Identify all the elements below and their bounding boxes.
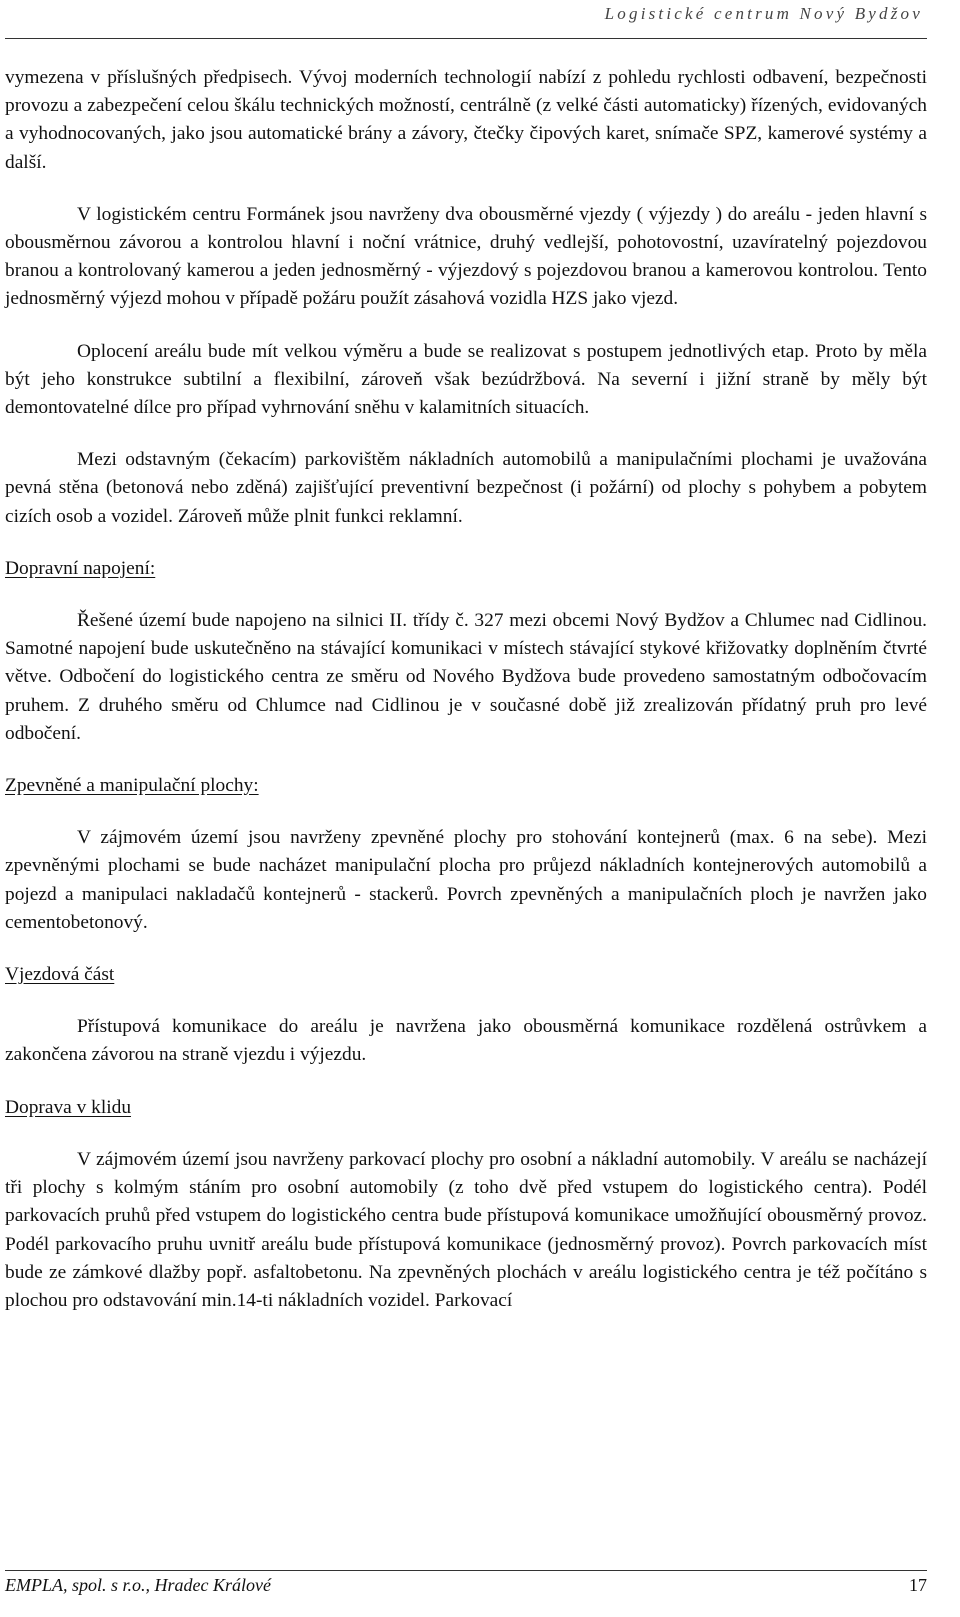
section-heading: Vjezdová část (5, 964, 115, 986)
paragraph: V zájmovém území jsou navrženy zpevněné plochy pro stohování kontejnerů (max. 6 na sebe). Mezi zpevněnými plochami se bude nacházet manipulační plocha pro průjezd nákladních kontejnerových automobilů a pojezd a manipulaci nakladačů kontejnerů - stackerů. Povrch zpevněných a manipulačních ploch je navržen jako cementobetonový. (5, 827, 927, 933)
paragraph: Řešené území bude napojeno na silnici II. třídy č. 327 mezi obcemi Nový Bydžov a Chlumec nad Cidlinou. Samotné napojení bude uskutečněno na stávající komunikaci v místech stávající stykové křižovatky doplněním čtvrté větve. Odbočení do logistického centra ze směru od Nového Bydžova bude provedeno samostatným odbočovacím pruhem. Z druhého směru od Chlumce nad Cidlinou je v současné době již zrealizován přídatný pruh pro levé odbočení. (5, 610, 927, 744)
paragraph: V zájmovém území jsou navrženy parkovací plochy pro osobní a nákladní automobily. V areálu se nacházejí tři plochy s kolmým stáním pro osobní automobily (z toho dvě před vstupem do logistického centra). Podél parkovacích pruhů před vstupem do logistického centra bude přístupová komunikace umožňující obousměrný provoz. Podél parkovacího pruhu uvnitř areálu bude přístupová komunikace (jednosměrný provoz). Povrch parkovacích míst bude ze zámkové dlažby popř. asfaltobetonu. Na zpevněných plochách v areálu logistického centra je též počítáno s plochou pro odstavování min.14-ti nákladních vozidel. Parkovací (5, 1148, 927, 1311)
paragraph: Oplocení areálu bude mít velkou výměru a bude se realizovat s postupem jednotlivých etap. Proto by měla být jeho konstrukce subtilní a flexibilní, zároveň však bezúdržbová. Na severní i jižní straně by měly být demontovatelné dílce pro případ vyhrnování sněhu v kalamitních situacích. (5, 340, 927, 419)
footer-rule (5, 1570, 927, 1571)
paragraph: Přístupová komunikace do areálu je navržena jako obousměrná komunikace rozdělená ostrůvkem a zakončena závorou na straně vjezdu i výjezdu. (5, 1016, 927, 1066)
footer-company: EMPLA, spol. s r.o., Hradec Králové (5, 1575, 271, 1595)
header-rule (5, 38, 927, 39)
section-heading: Doprava v klidu (5, 1096, 132, 1118)
document-body (5, 64, 927, 1315)
running-header: Logistické centrum Nový Bydžov (604, 4, 923, 23)
section-heading: Dopravní napojení: (5, 557, 156, 579)
page-number: 17 (909, 1575, 927, 1595)
paragraph: Mezi odstavným (čekacím) parkovištěm nákladních automobilů a manipulačními plochami je uvažována pevná stěna (betonová nebo zděná) zajišťující preventivní bezpečnost (i požární) od plochy s pohybem a pobytem cizích osob a vozidel. Zároveň může plnit funkci reklamní. (5, 449, 927, 527)
paragraph: V logistickém centru Formánek jsou navrženy dva obousměrné vjezdy ( výjezdy ) do areálu - jeden hlavní s obousměrnou závorou a kontrolou hlavní i noční vrátnice, druhý vedlejší, pohotovostní, uzavíratelný pojezdovou branou a kontrolovaný kamerou a jeden jednosměrný - výjezdový s pojezdovou branou a kamerovou kontrolou. Tento jednosměrný výjezd mohou v případě požáru použít zásahová vozidla HZS jako vjezd. (5, 203, 927, 310)
paragraph: vymezena v příslušných předpisech. Vývoj moderních technologií nabízí z pohledu rychlosti odbavení, bezpečnosti provozu a zabezpečení celou škálu technických možností, centrálně (z velké části automaticky) řízených, evidovaných a vyhodnocovaných, jako jsou automatické brány a závory, čtečky čipových karet, snímače SPZ, kamerové systémy a další. (5, 67, 927, 173)
section-heading: Zpevněné a manipulační plochy: (5, 775, 259, 797)
